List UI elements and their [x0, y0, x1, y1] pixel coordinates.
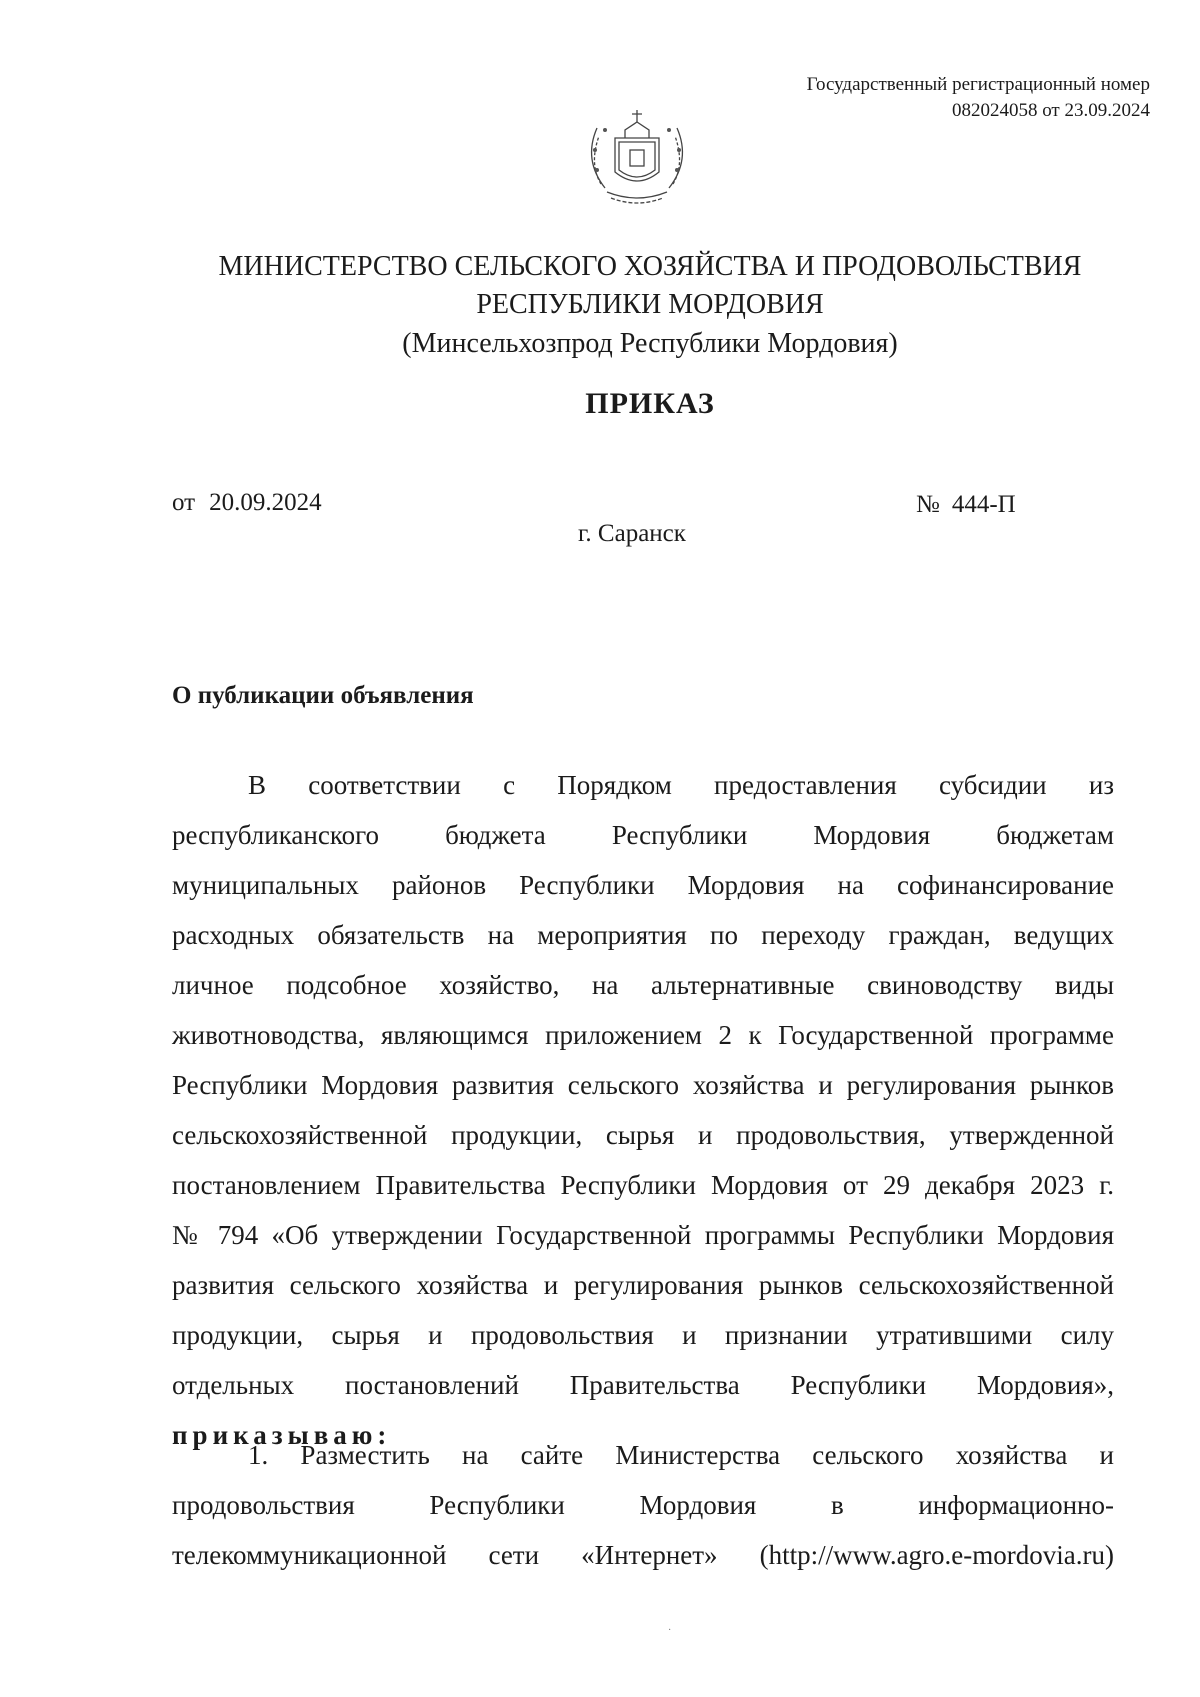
date-prefix: от	[172, 489, 196, 516]
coat-of-arms-icon	[575, 100, 699, 208]
document-number	[916, 491, 1016, 519]
number-value: 444-П	[951, 491, 1016, 518]
text-line: развития сельского хозяйства и регулирования рынков сельскохозяйственной	[172, 1270, 1114, 1300]
scan-speck: ·	[668, 1625, 672, 1636]
document-city: г. Саранск	[578, 520, 686, 547]
text-line: животноводства, являющимся приложением 2 к Государственной программе	[172, 1020, 1114, 1050]
text-line: расходных обязательств на мероприятия по переходу граждан, ведущих	[172, 920, 1114, 950]
text-line: Республики Мордовия развития сельского хозяйства и регулирования рынков	[172, 1070, 1114, 1100]
text-line: республиканского бюджета Республики Мордовия бюджетам	[172, 820, 1114, 850]
document-subject: О публикации объявления	[172, 682, 474, 709]
text-line: личное подсобное хозяйство, на альтернативные свиноводству виды	[172, 970, 1114, 1000]
organization-name-line-1: МИНИСТЕРСТВО СЕЛЬСКОГО ХОЗЯЙСТВА И ПРОДОВОЛЬСТВИЯ	[218, 251, 1082, 282]
text-line: продовольствия Республики Мордовия в информационно-	[172, 1490, 1114, 1520]
document-date	[172, 489, 322, 517]
text-line: сельскохозяйственной продукции, сырья и продовольствия, утвержденной	[172, 1120, 1114, 1150]
text-line: постановлением Правительства Республики Мордовия от 29 декабря 2023 г.	[172, 1170, 1114, 1200]
order-word: приказываю:	[172, 1420, 392, 1450]
registration-line-1: Государственный регистрационный номер	[806, 74, 1150, 95]
text-line: № 794 «Об утверждении Государственной программы Республики Мордовия	[172, 1220, 1114, 1250]
paragraph-item-1	[172, 1430, 1114, 1580]
text-line: телекоммуникационной сети «Интернет» (http://www.agro.e-mordovia.ru)	[172, 1540, 1114, 1570]
paragraph-preamble	[172, 760, 1114, 1460]
date-value: 20.09.2024	[209, 489, 322, 516]
text-line: продукции, сырья и продовольствия и признании утратившими силу	[172, 1320, 1114, 1350]
text-line: 1. Разместить на сайте Министерства сельского хозяйства и	[248, 1440, 1114, 1470]
organization-name-line-2: РЕСПУБЛИКИ МОРДОВИЯ	[476, 289, 824, 320]
organization-short-name: (Минсельхозпрод Республики Мордовия)	[402, 328, 898, 359]
number-prefix: №	[916, 491, 940, 518]
text-line: отдельных постановлений Правительства Республики Мордовия»,	[172, 1370, 1114, 1400]
text-line: муниципальных районов Республики Мордовия на софинансирование	[172, 870, 1114, 900]
registration-number	[730, 72, 1150, 124]
registration-line-2: 082024058 от 23.09.2024	[951, 100, 1150, 121]
document-type: ПРИКАЗ	[585, 387, 715, 420]
text-line: В соответствии с Порядком предоставления субсидии из	[248, 770, 1114, 800]
